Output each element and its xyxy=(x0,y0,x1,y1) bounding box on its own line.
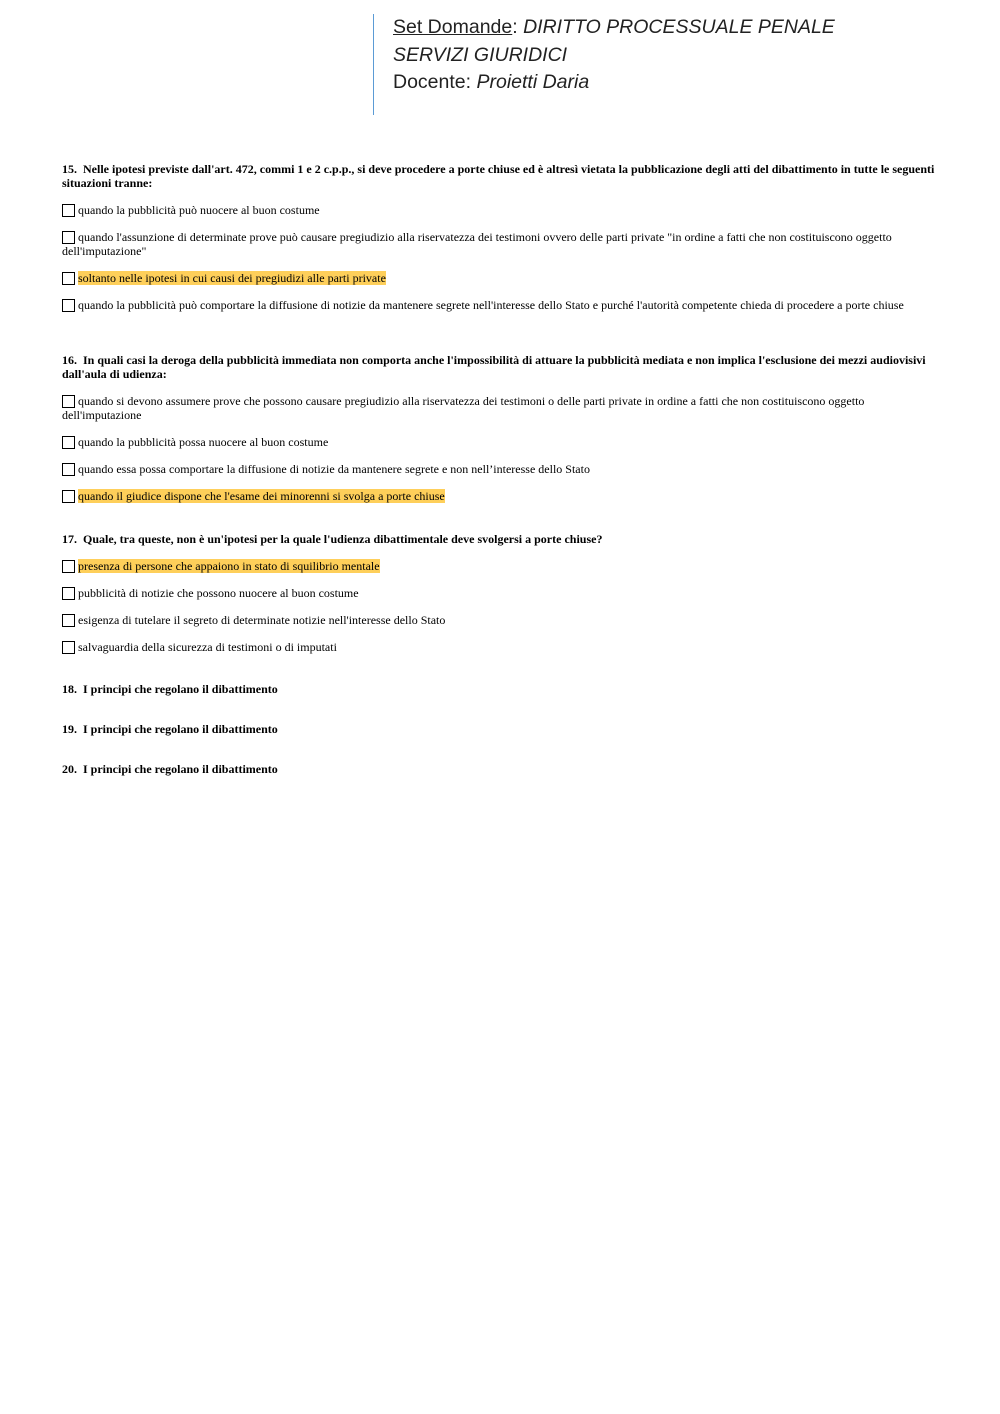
answer-option-highlighted[interactable] xyxy=(62,271,938,285)
checkbox[interactable] xyxy=(62,395,75,408)
option-text: esigenza di tutelare il segreto di determinate notizie nell'interesse dello Stato xyxy=(78,613,446,627)
question-title xyxy=(62,722,938,736)
answer-option[interactable] xyxy=(62,394,938,422)
question-text: Quale, tra queste, non è un'ipotesi per la quale l'udienza dibattimentale deve svolgersi a porte chiuse? xyxy=(83,532,603,546)
subject-line-2: SERVIZI GIURIDICI xyxy=(393,43,568,66)
question-16 xyxy=(62,353,938,503)
subject-line-1: DIRITTO PROCESSUALE PENALE xyxy=(523,16,835,38)
answer-option[interactable] xyxy=(62,613,938,627)
option-text: salvaguardia della sicurezza di testimoni o di imputati xyxy=(78,640,337,654)
question-18 xyxy=(62,682,938,696)
checkbox[interactable] xyxy=(62,614,75,627)
checkbox[interactable] xyxy=(62,436,75,449)
option-text: quando la pubblicità può comportare la diffusione di notizie da mantenere segrete nell'interesse dello Stato e purché l'autorità competente chieda di procedere a porte chiuse xyxy=(78,298,904,312)
question-title xyxy=(62,353,938,381)
answer-option-highlighted[interactable] xyxy=(62,559,938,573)
set-colon: : xyxy=(512,16,518,38)
option-text: quando essa possa comportare la diffusione di notizie da mantenere segrete e non nell’interesse dello Stato xyxy=(78,462,590,476)
teacher-line xyxy=(393,69,893,97)
teacher-label: Docente: xyxy=(393,71,472,93)
question-number: 16. xyxy=(62,353,77,367)
option-text: presenza di persone che appaiono in stato di squilibrio mentale xyxy=(78,559,380,573)
question-title xyxy=(62,762,938,776)
option-text: quando la pubblicità possa nuocere al buon costume xyxy=(78,435,329,449)
checkbox[interactable] xyxy=(62,587,75,600)
question-text: I principi che regolano il dibattimento xyxy=(83,762,278,776)
answer-option[interactable] xyxy=(62,462,938,476)
question-number: 18. xyxy=(62,682,77,696)
document-header xyxy=(373,14,893,115)
answer-option[interactable] xyxy=(62,640,938,654)
option-text: pubblicità di notizie che possono nuocere al buon costume xyxy=(78,586,359,600)
option-text: quando l'assunzione di determinate prove può causare pregiudizio alla riservatezza dei testimoni ovvero delle parti private "in ordine a fatti che non costituiscono oggetto dell'imputazione" xyxy=(62,230,892,258)
checkbox[interactable] xyxy=(62,272,75,285)
question-title xyxy=(62,682,938,696)
question-19 xyxy=(62,722,938,736)
question-15 xyxy=(62,162,938,312)
checkbox[interactable] xyxy=(62,463,75,476)
set-label: Set Domande xyxy=(393,16,513,38)
answer-option[interactable] xyxy=(62,586,938,600)
option-text: quando il giudice dispone che l'esame dei minorenni si svolga a porte chiuse xyxy=(78,489,445,503)
question-text: In quali casi la deroga della pubblicità immediata non comporta anche l'impossibilità di attuare la pubblicità mediata e non implica l'esclusione dei mezzi audiovisivi dall'aula di udienza: xyxy=(62,353,926,381)
option-text: quando si devono assumere prove che possono causare pregiudizio alla riservatezza dei testimoni o delle parti private in ordine a fatti che non costituiscono oggetto dell'imputazione xyxy=(62,394,865,422)
checkbox[interactable] xyxy=(62,231,75,244)
answer-option[interactable] xyxy=(62,298,938,312)
answer-option[interactable] xyxy=(62,230,938,258)
question-title xyxy=(62,532,938,546)
question-text: Nelle ipotesi previste dall'art. 472, commi 1 e 2 c.p.p., si deve procedere a porte chiuse ed è altresì vietata la pubblicazione degli atti del dibattimento in tutte le seguenti situazioni tranne: xyxy=(62,162,935,190)
answer-option-highlighted[interactable] xyxy=(62,489,938,503)
question-title xyxy=(62,162,938,190)
answer-option[interactable] xyxy=(62,435,938,449)
checkbox[interactable] xyxy=(62,204,75,217)
question-number: 20. xyxy=(62,762,77,776)
question-number: 19. xyxy=(62,722,77,736)
subject-line xyxy=(393,42,893,70)
question-text: I principi che regolano il dibattimento xyxy=(83,722,278,736)
checkbox[interactable] xyxy=(62,560,75,573)
answer-option[interactable] xyxy=(62,203,938,217)
option-text: soltanto nelle ipotesi in cui causi dei pregiudizi alle parti private xyxy=(78,271,386,285)
teacher-name: Proietti Daria xyxy=(476,71,590,93)
question-number: 17. xyxy=(62,532,77,546)
checkbox[interactable] xyxy=(62,490,75,503)
checkbox[interactable] xyxy=(62,299,75,312)
question-17 xyxy=(62,532,938,654)
question-20 xyxy=(62,762,938,776)
set-line xyxy=(393,14,893,42)
option-text: quando la pubblicità può nuocere al buon costume xyxy=(78,203,320,217)
checkbox[interactable] xyxy=(62,641,75,654)
question-number: 15. xyxy=(62,162,77,176)
question-text: I principi che regolano il dibattimento xyxy=(83,682,278,696)
